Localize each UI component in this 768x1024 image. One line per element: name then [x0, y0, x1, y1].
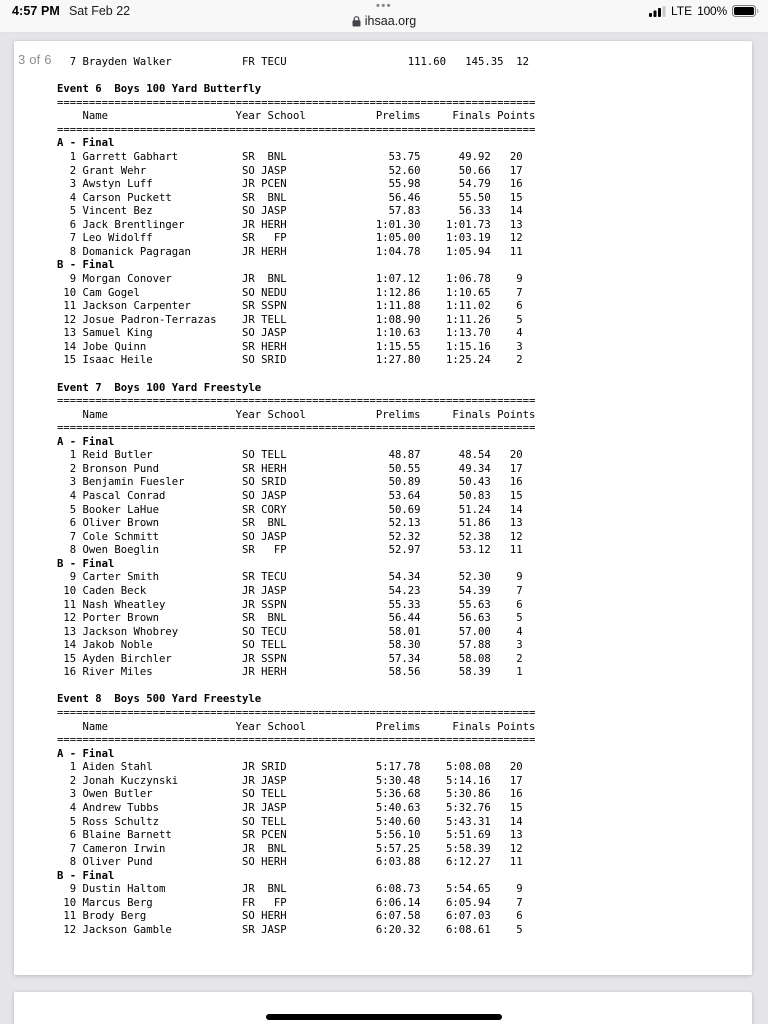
network-type-label: LTE	[670, 4, 693, 18]
result-line: 8 Oliver Pund SO HERH 6:03.88 6:12.27 11	[57, 856, 523, 869]
result-line: 12 Porter Brown SR BNL 56.44 56.63 5	[57, 612, 523, 625]
result-line: Name Year School Prelims Finals Points	[57, 720, 536, 733]
battery-icon	[732, 5, 759, 17]
result-line: B - Final	[57, 259, 115, 272]
result-line: A - Final	[57, 137, 115, 150]
result-line: 4 Andrew Tubbs JR JASP 5:40.63 5:32.76 15	[57, 801, 523, 814]
result-line: 10 Marcus Berg FR FP 6:06.14 6:05.94 7	[57, 896, 523, 909]
result-line: 5 Booker LaHue SR CORY 50.69 51.24 14	[57, 503, 523, 516]
result-line: 12 Josue Padron-Terrazas JR TELL 1:08.90 1:11.26 5	[57, 313, 523, 326]
home-indicator[interactable]	[266, 1014, 502, 1020]
result-line: 16 River Miles JR HERH 58.56 58.39 1	[57, 666, 523, 679]
result-line: ===========================================================================	[57, 123, 536, 136]
result-line: 13 Jackson Whobrey SO TECU 58.01 57.00 4	[57, 625, 523, 638]
result-line: ===========================================================================	[57, 707, 536, 719]
result-line: 4 Carson Puckett SR BNL 56.46 55.50 15	[57, 191, 523, 204]
date: Sat Feb 22	[68, 4, 131, 18]
result-line: 2 Bronson Pund SR HERH 50.55 49.34 17	[57, 462, 523, 475]
result-line: 8 Owen Boeglin SR FP 52.97 53.12 11	[57, 544, 523, 557]
result-line: B - Final	[57, 869, 115, 882]
result-line: 12 Jackson Gamble SR JASP 6:20.32 6:08.61 5	[57, 924, 523, 936]
result-line: Event 8 Boys 500 Yard Freestyle	[57, 693, 262, 706]
result-line: B - Final	[57, 557, 115, 570]
result-line	[57, 368, 744, 382]
result-line: ===========================================================================	[57, 734, 536, 747]
result-line: ===========================================================================	[57, 422, 536, 435]
result-line: 6 Blaine Barnett SR PCEN 5:56.10 5:51.69 13	[57, 829, 523, 842]
result-line: 9 Dustin Haltom JR BNL 6:08.73 5:54.65 9	[57, 883, 523, 896]
result-line	[57, 680, 744, 694]
result-line: 10 Caden Beck JR JASP 54.23 54.39 7	[57, 584, 523, 597]
result-line: 6 Oliver Brown SR BNL 52.13 51.86 13	[57, 517, 523, 530]
result-line: Name Year School Prelims Finals Points	[57, 110, 536, 123]
safari-chrome	[0, 0, 768, 33]
result-line: 14 Jobe Quinn SR HERH 1:15.55 1:15.16 3	[57, 340, 523, 353]
result-line: 13 Samuel King SO JASP 1:10.63 1:13.70 4	[57, 327, 523, 340]
result-line: 3 Owen Butler SO TELL 5:36.68 5:30.86 16	[57, 788, 523, 801]
result-line: 15 Isaac Heile SO SRID 1:27.80 1:25.24 2	[57, 354, 523, 367]
result-line: 1 Reid Butler SO TELL 48.87 48.54 20	[57, 449, 523, 462]
result-line: 15 Ayden Birchler JR SSPN 57.34 58.08 2	[57, 652, 523, 665]
result-line: 5 Ross Schultz SO TELL 5:40.60 5:43.31 14	[57, 815, 523, 828]
result-line: Name Year School Prelims Finals Points	[57, 408, 536, 421]
result-line: 8 Domanick Pagragan JR HERH 1:04.78 1:05.94 11	[57, 245, 523, 258]
result-line: 2 Jonah Kuczynski JR JASP 5:30.48 5:14.16 17	[57, 774, 523, 787]
result-line	[57, 70, 744, 84]
pdf-viewer[interactable]	[0, 33, 768, 1024]
tab-overflow-ellipsis-icon[interactable]: •••	[375, 0, 393, 12]
result-line: 5 Vincent Bez SO JASP 57.83 56.33 14	[57, 205, 523, 218]
result-line: 6 Jack Brentlinger JR HERH 1:01.30 1:01.73 13	[57, 218, 523, 231]
lock-icon	[352, 16, 361, 27]
results-document	[57, 56, 744, 969]
page-indicator: 3 of 6	[18, 52, 52, 67]
result-line: 1 Garrett Gabhart SR BNL 53.75 49.92 20	[57, 150, 523, 163]
result-line: 7 Cameron Irwin JR BNL 5:57.25 5:58.39 12	[57, 842, 523, 855]
battery-percent-label: 100%	[697, 4, 727, 18]
result-line: 11 Nash Wheatley JR SSPN 55.33 55.63 6	[57, 598, 523, 611]
result-line: 3 Benjamin Fuesler SO SRID 50.89 50.43 16	[57, 476, 523, 489]
result-line: 7 Brayden Walker FR TECU 111.60 145.35 12	[57, 56, 529, 68]
clock: 4:57 PM	[12, 4, 60, 18]
result-line: 10 Cam Gogel SO NEDU 1:12.86 1:10.65 7	[57, 286, 523, 299]
result-line: Event 7 Boys 100 Yard Freestyle	[57, 381, 262, 394]
result-line: 11 Jackson Carpenter SR SSPN 1:11.88 1:11.02 6	[57, 300, 523, 313]
result-line: 7 Leo Widolff SR FP 1:05.00 1:03.19 12	[57, 232, 523, 245]
status-right	[649, 4, 759, 18]
address-bar-domain[interactable]: ihsaa.org	[364, 14, 417, 28]
result-line: Event 6 Boys 100 Yard Butterfly	[57, 83, 262, 96]
result-line: 2 Grant Wehr SO JASP 52.60 50.66 17	[57, 164, 523, 177]
result-line: 3 Awstyn Luff JR PCEN 55.98 54.79 16	[57, 178, 523, 191]
cellular-signal-icon	[649, 6, 666, 17]
result-line: A - Final	[57, 747, 115, 760]
result-line: A - Final	[57, 435, 115, 448]
result-line: 14 Jakob Noble SO TELL 58.30 57.88 3	[57, 639, 523, 652]
result-line: 9 Carter Smith SR TECU 54.34 52.30 9	[57, 571, 523, 584]
result-line: ===========================================================================	[57, 96, 536, 109]
result-line: 7 Cole Schmitt SO JASP 52.32 52.38 12	[57, 530, 523, 543]
result-line: 9 Morgan Conover JR BNL 1:07.12 1:06.78 9	[57, 273, 523, 285]
result-line: 11 Brody Berg SO HERH 6:07.58 6:07.03 6	[57, 910, 523, 923]
result-line: ===========================================================================	[57, 395, 536, 408]
result-line: 1 Aiden Stahl JR SRID 5:17.78 5:08.08 20	[57, 761, 523, 774]
result-line: 4 Pascal Conrad SO JASP 53.64 50.83 15	[57, 490, 523, 502]
pdf-page-3	[14, 41, 752, 975]
